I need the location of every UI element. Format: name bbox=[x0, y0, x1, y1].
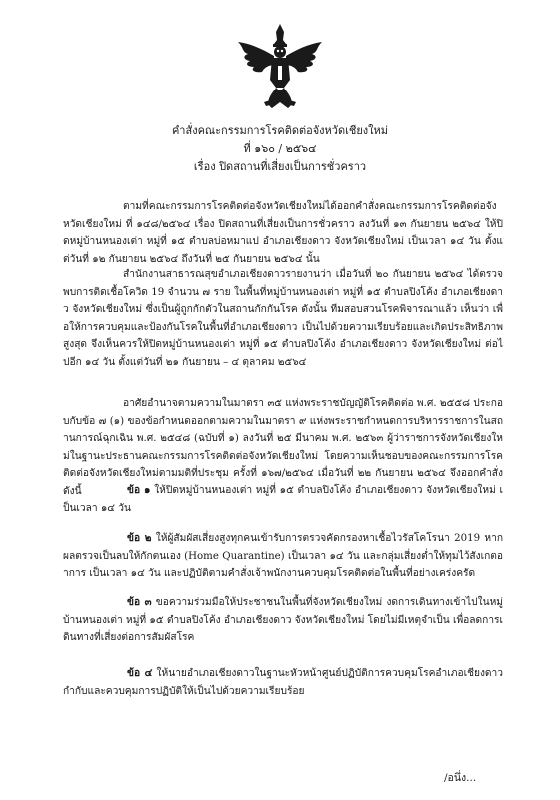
garuda-emblem-icon bbox=[234, 22, 326, 110]
clause-2-label: ข้อ ๒ bbox=[127, 532, 152, 544]
continuation-marker: /อนึ่ง... bbox=[444, 772, 477, 784]
clause-4 bbox=[63, 665, 503, 700]
clause-1-label: ข้อ ๑ bbox=[127, 484, 151, 496]
clause-1 bbox=[63, 482, 503, 517]
document-number: ที่ ๑๖๐ / ๒๕๖๔ bbox=[243, 142, 317, 155]
paragraph-authority: อาศัยอำนาจตามความในมาตรา ๓๕ แห่งพระราชบัญญัติโรคติดต่อ พ.ศ. ๒๕๕๘ ประกอบกับข้อ ๗ (๑) ของข้อกำหนดออกตามความในมาตรา ๙ แห่งพระราชกำหนดการบริหารราชการในสถานการณ์ฉุกเฉิน พ.ศ. ๒๕๔๘ (ฉบับที่ ๑) ลงวันที่ ๒๕ มีนาคม พ.ศ. ๒๕๖๓ ผู้ว่าราชการจังหวัดเชียงใหม่ในฐานะประธานคณะกรรมการโรคติดต่อจังหวัดเชียงใหม่ โดยความเห็นชอบของคณะกรรมการโรคติดต่อจังหวัดเชียงใหม่ตามมติที่ประชุม ครั้งที่ ๑๖๗/๒๕๖๔ เมื่อวันที่ ๒๒ กันยายน ๒๕๖๔ จึงออกคำสั่ง ดังนี้ bbox=[63, 398, 503, 497]
document-subject: เรื่อง ปิดสถานที่เสี่ยงเป็นการชั่วคราว bbox=[193, 160, 367, 173]
clause-4-label: ข้อ ๔ bbox=[127, 667, 153, 679]
paragraph-report: สำนักงานสาธารณสุขอำเภอเชียงดาวรายงานว่า เมื่อวันที่ ๒๐ กันยายน ๒๕๖๔ ได้ตรวจพบการติดเชื้อโควิด 19 จำนวน ๗ ราย ในพื้นที่หมู่บ้านหนองเต่า หมู่ที่ ๑๕ ตำบลปิงโค้ง อำเภอเชียงดาว จังหวัดเชียงใหม่ ซึ่งเป็นผู้ถูกกักตัวในสถานกักกันโรค ดังนั้น ทีมสอบสวนโรคพิจารณาแล้ว เห็นว่า เพื่อให้การควบคุมและป้องกันโรคในพื้นที่อำเภอเชียงดาว เป็นไปด้วยความเรียบร้อยและเกิดประสิทธิภาพสูงสุด จึงเห็นควรให้ปิดหมู่บ้านหนองเต่า หมู่ที่ ๑๕ ตำบลปิงโค้ง อำเภอเชียงดาว จังหวัดเชียงใหม่ ต่อไปอีก ๑๔ วัน ตั้งแต่วันที่ ๒๑ กันยายน – ๔ ตุลาคม ๒๕๖๔ bbox=[63, 269, 503, 368]
clause-2 bbox=[63, 530, 503, 583]
clause-3 bbox=[63, 594, 503, 647]
clause-4-text: ให้นายอำเภอเชียงดาวในฐานะหัวหน้าศูนย์ปฏิบัติการควบคุมโรคอำเภอเชียงดาว กำกับและควบคุมการปฏิบัติให้เป็นไปด้วยความเรียบร้อย bbox=[63, 668, 503, 697]
clause-2-text: ให้ผู้สัมผัสเสี่ยงสูงทุกคนเข้ารับการตรวจคัดกรองหาเชื้อไวรัสโคโรนา 2019 หากผลตรวจเป็นลบให้กักตนเอง (Home Quarantine) เป็นเวลา ๑๔ วัน และกลุ่มเสี่ยงต่ำให้ทุมไว้สังเกตอาการ เป็นเวลา ๑๔ วัน และปฏิบัติตามคำสั่งเจ้าพนักงานควบคุมโรคติดต่อในพื้นที่อย่างเคร่งครัด bbox=[63, 533, 503, 579]
paragraph-background: ตามที่คณะกรรมการโรคติดต่อจังหวัดเชียงใหม่ได้ออกคำสั่งคณะกรรมการโรคติดต่อจังหวัดเชียงใหม่ ที่ ๑๔๘/๒๕๖๔ เรื่อง ปิดสถานที่เสี่ยงเป็นการชั่วคราว ลงวันที่ ๑๓ กันยายน ๒๕๖๔ ให้ปิดหมู่บ้านหนองเต่า หมู่ที่ ๑๕ ตำบลบ่อหมาแป อำเภอเชียงดาว จังหวัดเชียงใหม่ เป็นเวลา ๑๔ วัน ตั้งแต่วันที่ ๑๒ กันยายน ๒๕๖๔ ถึงวันที่ ๒๕ กันยายน ๒๕๖๔ นั้น bbox=[63, 201, 503, 265]
clause-3-text: ขอความร่วมมือให้ประชาชนในพื้นที่จังหวัดเชียงใหม่ งดการเดินทางเข้าไปในหมู่บ้านหนองเต่า หมู่ที่ ๑๕ ตำบลปิงโค้ง อำเภอเชียงดาว จังหวัดเชียงใหม่ โดยไม่มีเหตุจำเป็น เพื่อลดการเดินทางที่เสี่ยงต่อการสัมผัสโรค bbox=[63, 597, 503, 643]
clause-1-text: ให้ปิดหมู่บ้านหนองเต่า หมู่ที่ ๑๕ ตำบลปิงโค้ง อำเภอเชียงดาว จังหวัดเชียงใหม่ เป็นเวลา ๑๔ วัน bbox=[63, 485, 503, 514]
clause-3-label: ข้อ ๓ bbox=[127, 596, 152, 608]
document-title: คำสั่งคณะกรรมการโรคติดต่อจังหวัดเชียงใหม่ bbox=[171, 124, 389, 137]
